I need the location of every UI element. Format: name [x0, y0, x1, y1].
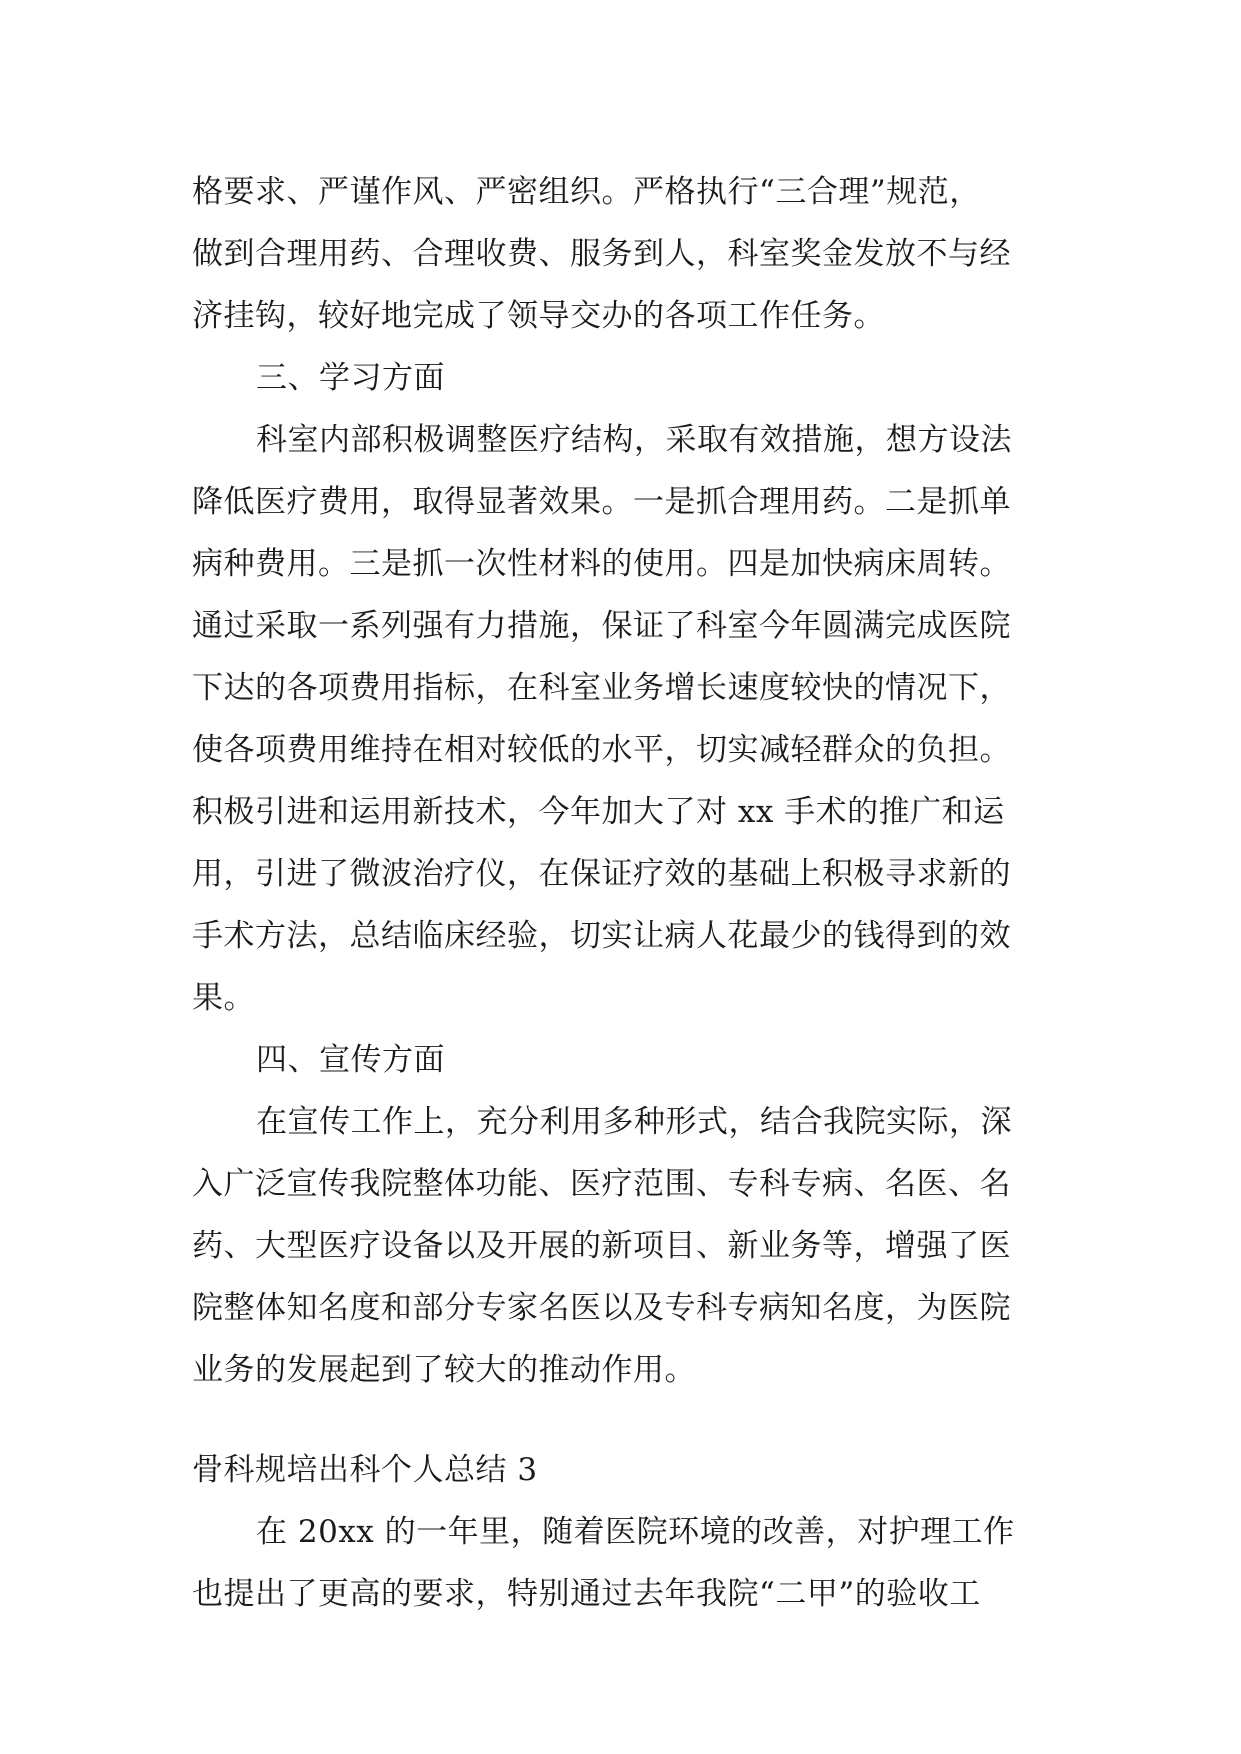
text-line: 做到合理用药、合理收费、服务到人，科室奖金发放不与经 [192, 236, 1011, 272]
text-line: 院整体知名度和部分专家名医以及专科专病知名度，为医院 [192, 1290, 1011, 1326]
text-line: 降低医疗费用，取得显著效果。一是抓合理用药。二是抓单 [192, 484, 1011, 520]
text-line: 用，引进了微波治疗仪，在保证疗效的基础上积极寻求新的 [192, 856, 1011, 892]
text-line: 科室内部积极调整医疗结构，采取有效措施，想方设法 [256, 422, 1012, 458]
text-line: 也提出了更高的要求，特别通过去年我院“二甲”的验收工 [192, 1576, 981, 1612]
document-title: 骨科规培出科个人总结 3 [192, 1452, 538, 1488]
text-line: 济挂钩，较好地完成了领导交办的各项工作任务。 [192, 298, 885, 334]
text-line: 在 20xx 的一年里，随着医院环境的改善，对护理工作 [256, 1514, 1015, 1550]
text-line: 药、大型医疗设备以及开展的新项目、新业务等，增强了医 [192, 1228, 1011, 1264]
text-line: 积极引进和运用新技术，今年加大了对 xx 手术的推广和运 [192, 794, 1005, 830]
section-heading: 三、学习方面 [256, 360, 445, 396]
text-line: 下达的各项费用指标，在科室业务增长速度较快的情况下， [192, 670, 1011, 706]
text-line: 果。 [192, 980, 255, 1016]
section-heading: 四、宣传方面 [256, 1042, 445, 1078]
text-line: 业务的发展起到了较大的推动作用。 [192, 1352, 696, 1388]
text-line: 格要求、严谨作风、严密组织。严格执行“三合理”规范， [192, 174, 981, 210]
text-line: 使各项费用维持在相对较低的水平，切实减轻群众的负担。 [192, 732, 1011, 768]
text-line: 手术方法，总结临床经验，切实让病人花最少的钱得到的效 [192, 918, 1011, 954]
text-line: 病种费用。三是抓一次性材料的使用。四是加快病床周转。 [192, 546, 1011, 582]
text-line: 通过采取一系列强有力措施，保证了科室今年圆满完成医院 [192, 608, 1011, 644]
text-line: 在宣传工作上，充分利用多种形式，结合我院实际，深 [256, 1104, 1012, 1140]
text-line: 入广泛宣传我院整体功能、医疗范围、专科专病、名医、名 [192, 1166, 1011, 1202]
